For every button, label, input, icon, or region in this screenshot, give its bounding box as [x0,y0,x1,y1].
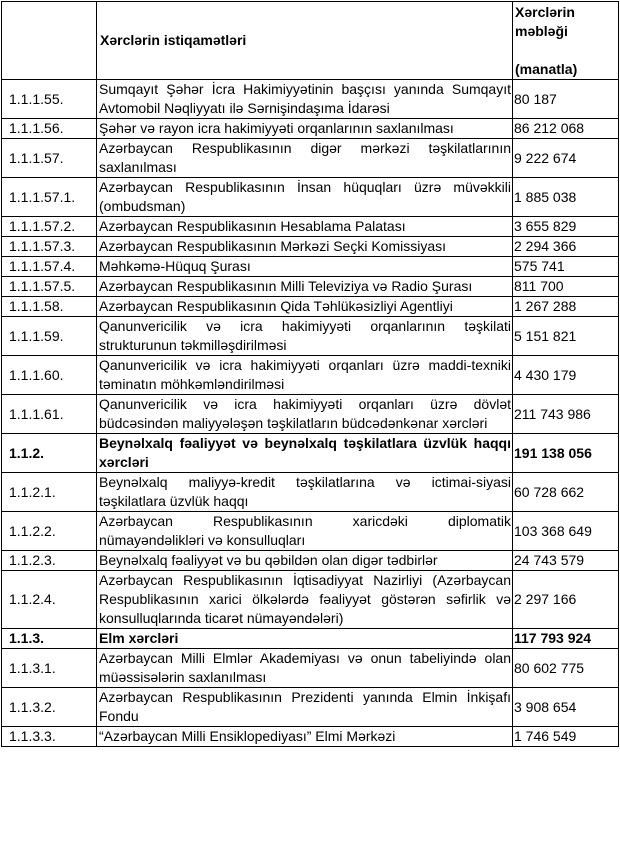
table-row [2,727,619,747]
row-direction: Beynəlxalq fəaliyyət və bu qəbildən olan digər tədbirlər [97,551,513,571]
header-amount-title: Xərclərin məbləği [515,4,575,39]
row-id: 1.1.1.55. [2,80,97,119]
row-id: 1.1.2.3. [2,551,97,571]
table-row [2,688,619,727]
row-amount: 3 655 829 [513,217,619,237]
table-row [2,80,619,119]
row-id: 1.1.1.57.5. [2,277,97,297]
header-row [2,2,619,80]
row-id: 1.1.1.57.4. [2,257,97,277]
row-id: 1.1.1.58. [2,297,97,317]
table-row [2,317,619,356]
row-id: 1.1.1.60. [2,356,97,395]
table-row [2,473,619,512]
row-direction: Qanunvericilik və icra hakimiyyəti orqanlarının təşkilati strukturunun təkmilləşdirilməsi [97,317,513,356]
row-direction: Azərbaycan Respublikasının İnsan hüquqları üzrə müvəkkili (ombudsman) [97,178,513,217]
header-cell-amount [513,2,619,80]
row-id: 1.1.1.59. [2,317,97,356]
row-direction: “Azərbaycan Milli Ensiklopediyası” Elmi Mərkəzi [97,727,513,747]
header-amount-unit: (manatla) [515,61,578,77]
table-body [2,80,619,747]
row-direction: Beynəlxalq fəaliyyət və beynəlxalq təşkilatlara üzvlük haqqı xərcləri [97,434,513,473]
row-id: 1.1.3.1. [2,649,97,688]
table-row [2,297,619,317]
row-direction: Şəhər və rayon icra hakimiyyəti orqanlarının saxlanılması [97,119,513,139]
row-id: 1.1.3. [2,629,97,649]
row-direction: Azərbaycan Respublikasının Prezidenti yanında Elmin İnkişafı Fondu [97,688,513,727]
row-direction: Beynəlxalq maliyyə-kredit təşkilatlarına və ictimai-siyasi təşkilatlara üzvlük haqqı [97,473,513,512]
row-id: 1.1.3.3. [2,727,97,747]
row-direction: Azərbaycan Respublikasının İqtisadiyyat Nazirliyi (Azərbaycan Respublikasının xarici ölkələrdə fəaliyyət göstərən səfirlik və konsulluqlarında ticarət nümayəndələri) [97,571,513,629]
table-row [2,217,619,237]
row-direction: Qanunvericilik və icra hakimiyyəti orqanları üzrə maddi-texniki təminatın möhkəmləndirilməsi [97,356,513,395]
row-direction: Azərbaycan Respublikasının Milli Televiziya və Radio Şurası [97,277,513,297]
table-row [2,356,619,395]
table-row [2,551,619,571]
header-cell-directions: Xərclərin istiqamətləri [97,2,513,80]
table-row [2,178,619,217]
row-direction: Elm xərcləri [97,629,513,649]
row-amount: 80 187 [513,80,619,119]
row-amount: 9 222 674 [513,139,619,178]
row-amount: 103 368 649 [513,512,619,551]
row-direction: Azərbaycan Respublikasının xaricdəki diplomatik nümayəndəlikləri və konsulluqları [97,512,513,551]
expenses-table [1,1,619,747]
row-direction: Azərbaycan Respublikasının Qida Təhlükəsizliyi Agentliyi [97,297,513,317]
row-amount: 1 885 038 [513,178,619,217]
row-direction: Azərbaycan Respublikasının Mərkəzi Seçki Komissiyası [97,237,513,257]
row-amount: 4 430 179 [513,356,619,395]
row-id: 1.1.1.57.2. [2,217,97,237]
row-amount: 24 743 579 [513,551,619,571]
table-row [2,257,619,277]
row-amount: 2 297 166 [513,571,619,629]
table-row [2,395,619,434]
row-amount: 191 138 056 [513,434,619,473]
row-id: 1.1.2.2. [2,512,97,551]
table-header [2,2,619,80]
row-id: 1.1.1.57.3. [2,237,97,257]
row-amount: 60 728 662 [513,473,619,512]
row-amount: 575 741 [513,257,619,277]
row-amount: 86 212 068 [513,119,619,139]
row-id: 1.1.1.61. [2,395,97,434]
row-id: 1.1.1.56. [2,119,97,139]
row-id: 1.1.2.4. [2,571,97,629]
row-direction: Qanunvericilik və icra hakimiyyəti orqanları üzrə dövlət büdcəsindən maliyyələşən təşkilatların büdcədənkənar xərcləri [97,395,513,434]
table-row [2,512,619,551]
row-id: 1.1.1.57. [2,139,97,178]
row-direction: Azərbaycan Respublikasının Hesablama Palatası [97,217,513,237]
row-id: 1.1.2.1. [2,473,97,512]
row-direction: Azərbaycan Respublikasının digər mərkəzi təşkilatlarının saxlanılması [97,139,513,178]
row-direction: Məhkəmə-Hüquq Şurası [97,257,513,277]
row-direction: Azərbaycan Milli Elmlər Akademiyası və onun tabeliyində olan müəssisələrin saxlanılması [97,649,513,688]
row-amount: 211 743 986 [513,395,619,434]
row-id: 1.1.3.2. [2,688,97,727]
row-amount: 117 793 924 [513,629,619,649]
row-id: 1.1.1.57.1. [2,178,97,217]
row-amount: 1 746 549 [513,727,619,747]
table-row [2,571,619,629]
table-row [2,139,619,178]
table-row [2,434,619,473]
row-amount: 811 700 [513,277,619,297]
row-amount: 5 151 821 [513,317,619,356]
row-id: 1.1.2. [2,434,97,473]
row-amount: 80 602 775 [513,649,619,688]
table-row [2,237,619,257]
table-row [2,277,619,297]
row-amount: 3 908 654 [513,688,619,727]
header-cell-id [2,2,97,80]
row-amount: 1 267 288 [513,297,619,317]
table-row [2,119,619,139]
row-direction: Sumqayıt Şəhər İcra Hakimiyyətinin başçısı yanında Sumqayıt Avtomobil Nəqliyyatı ilə Sərnişindaşıma İdarəsi [97,80,513,119]
table-row [2,649,619,688]
table-row [2,629,619,649]
row-amount: 2 294 366 [513,237,619,257]
